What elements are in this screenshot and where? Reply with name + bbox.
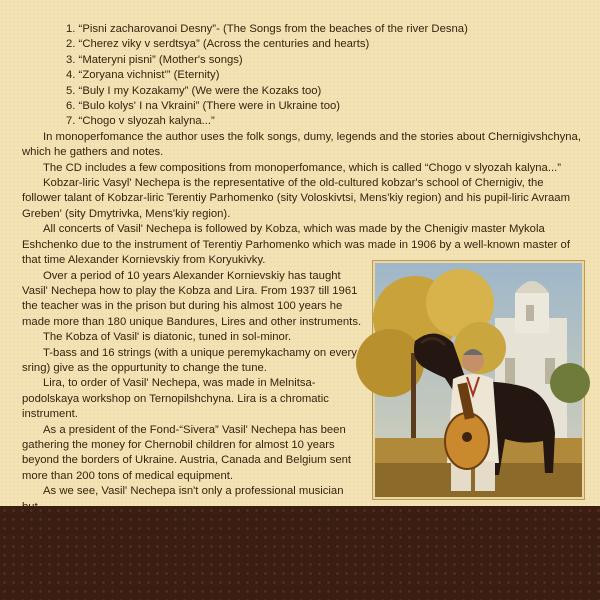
list-item: 7. “Chogo v slyozah kalyna...” bbox=[66, 115, 215, 128]
paragraph-kobza-origin: All concerts of Vasil' Nechepa is followed by Kobza, which was made by the Chenigiv master Mykola Eshchenko due to the instrument of Terentiy Parhomenko which was made in 1906 by a well-known master of that time Alexander Kornievskiy from Koryukivky. bbox=[22, 223, 570, 267]
kobzar-photo bbox=[373, 261, 584, 499]
paragraph-musician: As we see, Vasil' Nechepa isn't only a professional musician bbox=[43, 485, 344, 498]
paragraph-strings: T-bass and 16 strings (with a unique peremykachamy on every sring) give as the oppurtunity to change the tune. bbox=[22, 346, 357, 374]
track-list bbox=[66, 22, 582, 130]
paragraph-monoperformance: In monoperfomance the author uses the folk songs, dumy, legends and the stories about Chernigivshchyna, which he gathers and notes. bbox=[22, 130, 581, 159]
list-item: 3. “Materyni pisni” (Mother's songs) bbox=[66, 53, 243, 66]
list-item: 1. “Pisni zacharovanoi Desny”- (The Songs from the beaches of the river Desna) bbox=[66, 23, 468, 35]
list-item: 4. “Zoryana vichnist'” (Eternity) bbox=[66, 69, 220, 82]
paragraph-lira: Lira, to order of Vasil' Nechepa, was made in Melnitsa-podolskaya workshop on Ternopilshchyna. Lira is a chromatic instrument. bbox=[22, 377, 329, 421]
paragraph-teacher: Over a period of 10 years Alexander Kornievskiy has taught Vasil' Nechepa how to play the Kobza and Lira. From 1937 till 1961 the teacher was in the prison but during his almost 100 years he made more than 180 unique Bandures, Lires and other instruments. bbox=[22, 269, 362, 328]
list-item: 5. “Buly I my Kozakamy” (We were the Kozaks too) bbox=[66, 84, 322, 97]
dark-decorative-band bbox=[0, 506, 600, 600]
paragraph-kobza-tuning: The Kobza of Vasil' is diatonic, tuned in sol-minor. bbox=[43, 331, 292, 344]
paragraph-cd-contents: The CD includes a few compositions from monoperfomance, which is called “Chogo v slyozah kalyna...” bbox=[43, 161, 562, 174]
paragraph-fond-sivera: As a president of the Fond-“Sivera” Vasil' Nechepa has been gathering the money for Chernobil children for almost 10 years beyond the borders of Ukraine. Austria, Canada and Belgium sent more than 200 tons of medical equipment. bbox=[22, 423, 352, 482]
list-item: 6. “Bulo kolys' I na Vkraini” (There were in Ukraine too) bbox=[66, 100, 341, 113]
paragraph-kobzar-school: Kobzar-liric Vasyl' Nechepa is the representative of the old-cultured kobzar's school of Chernigiv, the follower talant of Kobzar-liric Terentiy Parhomenko (sity Voloskivtsi, Mens'kiy region) and his pupil-liric Avraam Greben' (sity Dmytrivka, Mens'kiy region). bbox=[22, 177, 570, 220]
kobzar-photo-illustration bbox=[375, 263, 582, 497]
list-item: 2. “Cherez viky v serdtsya” (Across the centuries and hearts) bbox=[66, 38, 370, 51]
